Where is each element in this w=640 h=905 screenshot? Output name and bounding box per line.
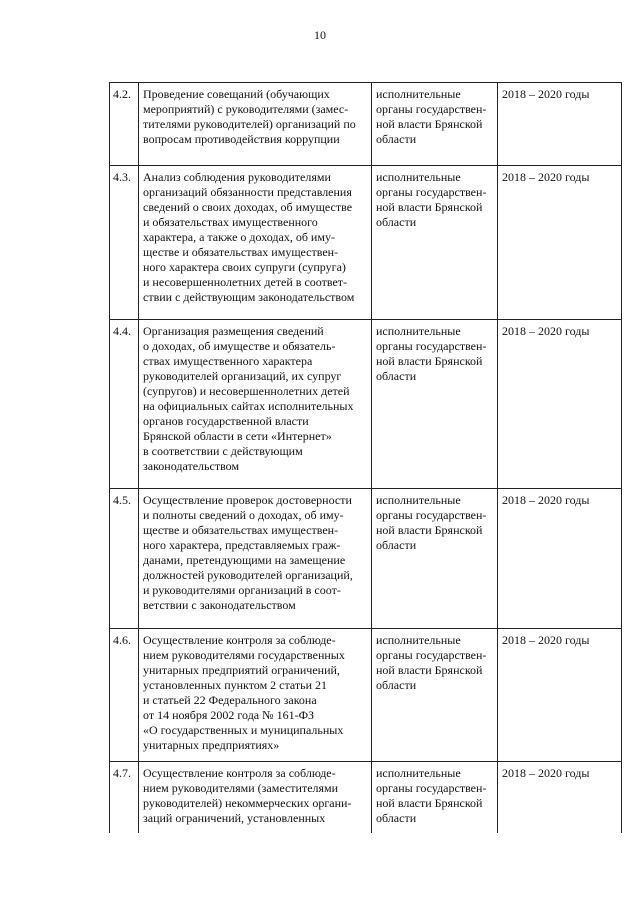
action-cell: Осуществление контроля за соблюде- нием руководителями государственных унитарных предприятий ограничений, установленных пунктом 2 статьи 21 и статьей 22 Федерального закона от 14 ноября 2002 года № 161-ФЗ «О государственных и муниципальных унитарных предприятиях» [139, 629, 372, 762]
table-row [110, 629, 622, 762]
executor-cell: исполнительные органы государствен- ной власти Брянской области [372, 629, 498, 762]
item-number: 4.2. [110, 83, 139, 166]
executor-cell: исполнительные органы государствен- ной власти Брянской области [372, 762, 498, 833]
executor-cell: исполнительные органы государствен- ной власти Брянской области [372, 489, 498, 629]
term-cell: 2018 – 2020 годы [498, 166, 622, 320]
table-row [110, 762, 622, 833]
action-cell: Проведение совещаний (обучающих мероприятий) с руководителями (замес- тителями руководителей) организаций по вопросам противодействия коррупции [139, 83, 372, 166]
table-row [110, 320, 622, 489]
action-cell: Организация размещения сведений о доходах, об имуществе и обязатель- ствах имущественного характера руководителей организаций, их супруг (супругов) и несовершеннолетних детей на официальных сайтах исполнительных органов государственной власти Брянской области в сети «Интернет» в соответствии с действующим законодательством [139, 320, 372, 489]
item-number: 4.6. [110, 629, 139, 762]
item-number: 4.4. [110, 320, 139, 489]
item-number: 4.5. [110, 489, 139, 629]
measures-table [109, 82, 622, 833]
table-row [110, 166, 622, 320]
table-row [110, 83, 622, 166]
term-cell: 2018 – 2020 годы [498, 489, 622, 629]
action-cell: Осуществление проверок достоверности и полноты сведений о доходах, об иму- ществе и обязательствах имуществен- ного характера, представляемых граж- данами, претендующими на замещение должностей руководителей организаций, и руководителями организаций в соот- ветствии с законодательством [139, 489, 372, 629]
term-cell: 2018 – 2020 годы [498, 629, 622, 762]
executor-cell: исполнительные органы государствен- ной власти Брянской области [372, 320, 498, 489]
executor-cell: исполнительные органы государствен- ной власти Брянской области [372, 166, 498, 320]
item-number: 4.7. [110, 762, 139, 833]
term-cell: 2018 – 2020 годы [498, 320, 622, 489]
action-cell: Осуществление контроля за соблюде- нием руководителями (заместителями руководителей) некоммерческих органи- заций ограничений, установленных [139, 762, 372, 833]
term-cell: 2018 – 2020 годы [498, 762, 622, 833]
action-cell: Анализ соблюдения руководителями организаций обязанности представления сведений о своих доходах, об имуществе и обязательствах имущественного характера, а также о доходах, об иму- ществе и обязательствах имуществен- ного характера своих супруги (супруга) и несовершеннолетних детей в соответ- ствии с действующим законодательством [139, 166, 372, 320]
item-number: 4.3. [110, 166, 139, 320]
table-row [110, 489, 622, 629]
term-cell: 2018 – 2020 годы [498, 83, 622, 166]
executor-cell: исполнительные органы государствен- ной власти Брянской области [372, 83, 498, 166]
page-number: 10 [314, 28, 326, 42]
